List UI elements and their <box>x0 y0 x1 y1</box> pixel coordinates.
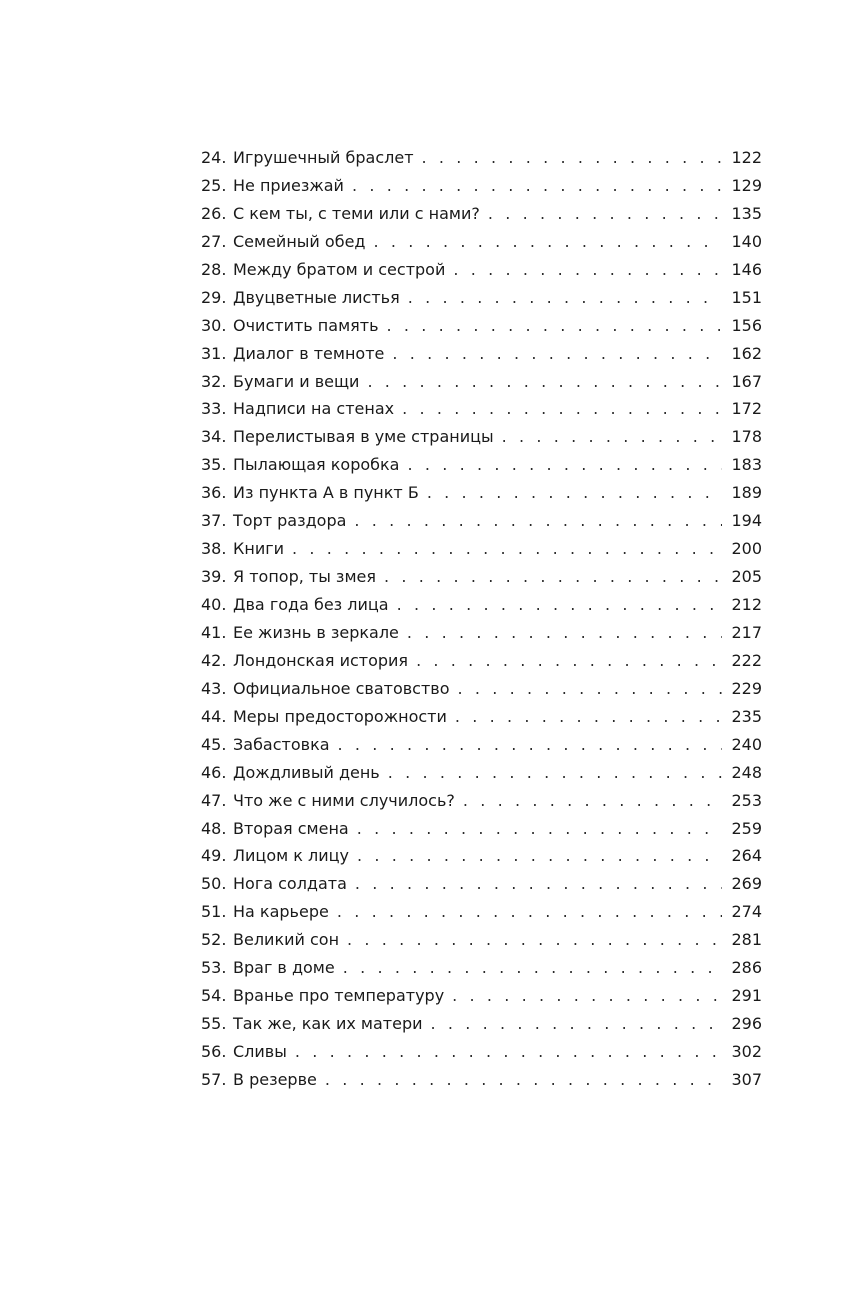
chapter-title: Так же, как их матери <box>233 1014 423 1034</box>
dot-leader <box>337 898 722 926</box>
toc-entry <box>201 284 762 312</box>
toc-entry <box>201 256 762 284</box>
chapter-number: 38. <box>201 539 227 559</box>
dot-leader <box>422 144 722 172</box>
chapter-title: Игрушечный браслет <box>233 148 414 167</box>
chapter-title: Бумаги и вещи <box>233 371 360 391</box>
page-number: 135 <box>731 203 762 223</box>
chapter-title: С кем ты, с теми или с нами? <box>233 203 480 223</box>
chapter-number: 35. <box>201 455 227 475</box>
page-number: 140 <box>731 231 762 251</box>
chapter-number: 54. <box>201 986 227 1006</box>
page-number: 146 <box>731 259 762 279</box>
dot-leader <box>347 926 722 954</box>
chapter-title: Нога солдата <box>233 874 347 894</box>
dot-leader <box>343 954 722 982</box>
toc-entry <box>201 312 762 340</box>
toc-entry <box>201 787 762 815</box>
chapter-number: 27. <box>201 231 227 251</box>
chapter-number: 49. <box>201 846 227 866</box>
toc-entry <box>201 926 762 954</box>
chapter-title: Вторая смена <box>233 818 349 838</box>
page-number: 269 <box>731 874 762 894</box>
toc-entry <box>201 1066 762 1094</box>
chapter-number: 57. <box>201 1069 227 1089</box>
dot-leader <box>397 591 722 619</box>
dot-leader <box>373 228 722 256</box>
dot-leader <box>431 1010 722 1038</box>
dot-leader <box>407 619 722 647</box>
chapter-title: Надписи на стенах <box>233 399 395 419</box>
page-number: 183 <box>731 455 762 475</box>
toc-entry <box>201 870 762 898</box>
chapter-title: Официальное сватовство <box>233 678 450 698</box>
toc-entry <box>201 982 762 1010</box>
chapter-title: Меры предосторожности <box>233 706 447 726</box>
toc-entry <box>201 368 762 396</box>
chapter-number: 24. <box>201 148 227 167</box>
chapter-number: 42. <box>201 650 227 670</box>
chapter-number: 44. <box>201 706 227 726</box>
dot-leader <box>407 451 722 479</box>
chapter-title: Дождливый день <box>233 762 380 782</box>
dot-leader <box>355 870 722 898</box>
page-number: 235 <box>731 706 762 726</box>
chapter-number: 31. <box>201 343 227 363</box>
page-number: 189 <box>731 483 762 503</box>
chapter-title: Лицом к лицу <box>233 846 349 866</box>
chapter-title: Не приезжай <box>233 175 344 195</box>
dot-leader <box>502 423 722 451</box>
page-number: 162 <box>731 343 762 363</box>
chapter-title: Лондонская история <box>233 650 409 670</box>
toc-entry <box>201 898 762 926</box>
page-number: 286 <box>731 958 762 978</box>
chapter-title: Семейный обед <box>233 231 366 251</box>
toc-entry <box>201 619 762 647</box>
page-number: 240 <box>731 734 762 754</box>
toc-entry <box>201 507 762 535</box>
toc-entry <box>201 954 762 982</box>
chapter-title: Очистить память <box>233 315 379 335</box>
chapter-title: В резерве <box>233 1069 317 1089</box>
page-number: 200 <box>731 539 762 559</box>
toc-entry <box>201 200 762 228</box>
page-number: 307 <box>731 1069 762 1089</box>
chapter-number: 26. <box>201 203 227 223</box>
dot-leader <box>292 535 722 563</box>
chapter-number: 47. <box>201 790 227 810</box>
dot-leader <box>455 703 722 731</box>
chapter-number: 55. <box>201 1014 227 1034</box>
toc-entry <box>201 423 762 451</box>
chapter-number: 40. <box>201 595 227 614</box>
page-number: 248 <box>731 762 762 782</box>
page-number: 259 <box>731 818 762 838</box>
toc-entry <box>201 144 762 172</box>
chapter-title: Сливы <box>233 1042 287 1061</box>
dot-leader <box>416 647 722 675</box>
page-number: 274 <box>731 902 762 922</box>
page-number: 129 <box>731 175 762 195</box>
page-number: 264 <box>731 846 762 866</box>
dot-leader <box>338 731 722 759</box>
dot-leader <box>388 759 722 787</box>
chapter-title: Книги <box>233 539 285 559</box>
page-number: 167 <box>731 371 762 391</box>
chapter-number: 28. <box>201 259 227 279</box>
chapter-number: 43. <box>201 678 227 698</box>
toc-entry <box>201 340 762 368</box>
chapter-title: Два года без лица <box>233 595 389 614</box>
page-number: 281 <box>731 930 762 950</box>
chapter-title: Пылающая коробка <box>233 455 400 475</box>
toc-entry <box>201 395 762 423</box>
dot-leader <box>352 172 722 200</box>
dot-leader <box>463 787 722 815</box>
chapter-number: 48. <box>201 818 227 838</box>
chapter-title: Торт раздора <box>233 511 347 531</box>
chapter-number: 46. <box>201 762 227 782</box>
chapter-number: 50. <box>201 874 227 894</box>
dot-leader <box>325 1066 722 1094</box>
toc-entry <box>201 703 762 731</box>
dot-leader <box>354 507 722 535</box>
toc-entry <box>201 1038 762 1066</box>
toc-entry <box>201 731 762 759</box>
toc-entry <box>201 759 762 787</box>
chapter-title: Что же с ними случилось? <box>233 790 455 810</box>
dot-leader <box>357 815 722 843</box>
page-number: 302 <box>731 1042 762 1061</box>
dot-leader <box>452 982 722 1010</box>
chapter-title: Двуцветные листья <box>233 287 400 307</box>
dot-leader <box>295 1038 722 1066</box>
dot-leader <box>458 675 722 703</box>
chapter-title: Перелистывая в уме страницы <box>233 427 494 447</box>
toc-entry <box>201 647 762 675</box>
toc-entry <box>201 563 762 591</box>
page-number: 156 <box>731 315 762 335</box>
chapter-number: 25. <box>201 175 227 195</box>
toc-entry <box>201 451 762 479</box>
page-number: 291 <box>731 986 762 1006</box>
chapter-number: 39. <box>201 567 227 587</box>
chapter-title: Враг в доме <box>233 958 335 978</box>
chapter-title: Вранье про температуру <box>233 986 445 1006</box>
dot-leader <box>357 842 722 870</box>
toc-entry <box>201 1010 762 1038</box>
chapter-number: 32. <box>201 371 227 391</box>
chapter-number: 51. <box>201 902 227 922</box>
chapter-number: 53. <box>201 958 227 978</box>
chapter-number: 33. <box>201 399 227 419</box>
chapter-title: Ее жизнь в зеркале <box>233 622 399 642</box>
toc-entry <box>201 479 762 507</box>
dot-leader <box>387 312 722 340</box>
chapter-title: Диалог в темноте <box>233 343 385 363</box>
dot-leader <box>453 256 722 284</box>
dot-leader <box>392 340 722 368</box>
chapter-number: 34. <box>201 427 227 447</box>
page-number: 253 <box>731 790 762 810</box>
page-number: 296 <box>731 1014 762 1034</box>
dot-leader <box>384 563 722 591</box>
toc-entry <box>201 172 762 200</box>
chapter-title: Я топор, ты змея <box>233 567 376 587</box>
chapter-title: Забастовка <box>233 734 330 754</box>
page-number: 229 <box>731 678 762 698</box>
toc-entry <box>201 535 762 563</box>
dot-leader <box>402 395 722 423</box>
toc-entry <box>201 842 762 870</box>
page-number: 151 <box>731 287 762 307</box>
chapter-number: 37. <box>201 511 227 531</box>
page-number: 222 <box>731 650 762 670</box>
chapter-number: 56. <box>201 1042 227 1061</box>
chapter-title: Между братом и сестрой <box>233 259 446 279</box>
toc-entry <box>201 815 762 843</box>
chapter-title: Великий сон <box>233 930 340 950</box>
dot-leader <box>488 200 722 228</box>
chapter-title: Из пункта А в пункт Б <box>233 483 419 503</box>
toc-entry <box>201 591 762 619</box>
toc-entry <box>201 675 762 703</box>
page-number: 217 <box>731 622 762 642</box>
toc-entry <box>201 228 762 256</box>
page-number: 212 <box>731 595 762 614</box>
dot-leader <box>367 368 722 396</box>
chapter-title: На карьере <box>233 902 329 922</box>
dot-leader <box>408 284 722 312</box>
page-number: 122 <box>731 148 762 167</box>
page-number: 178 <box>731 427 762 447</box>
chapter-number: 30. <box>201 315 227 335</box>
chapter-number: 52. <box>201 930 227 950</box>
chapter-number: 45. <box>201 734 227 754</box>
page-number: 205 <box>731 567 762 587</box>
dot-leader <box>427 479 722 507</box>
page-number: 194 <box>731 511 762 531</box>
chapter-number: 41. <box>201 622 227 642</box>
table-of-contents <box>201 144 762 1094</box>
page-number: 172 <box>731 399 762 419</box>
chapter-number: 29. <box>201 287 227 307</box>
chapter-number: 36. <box>201 483 227 503</box>
